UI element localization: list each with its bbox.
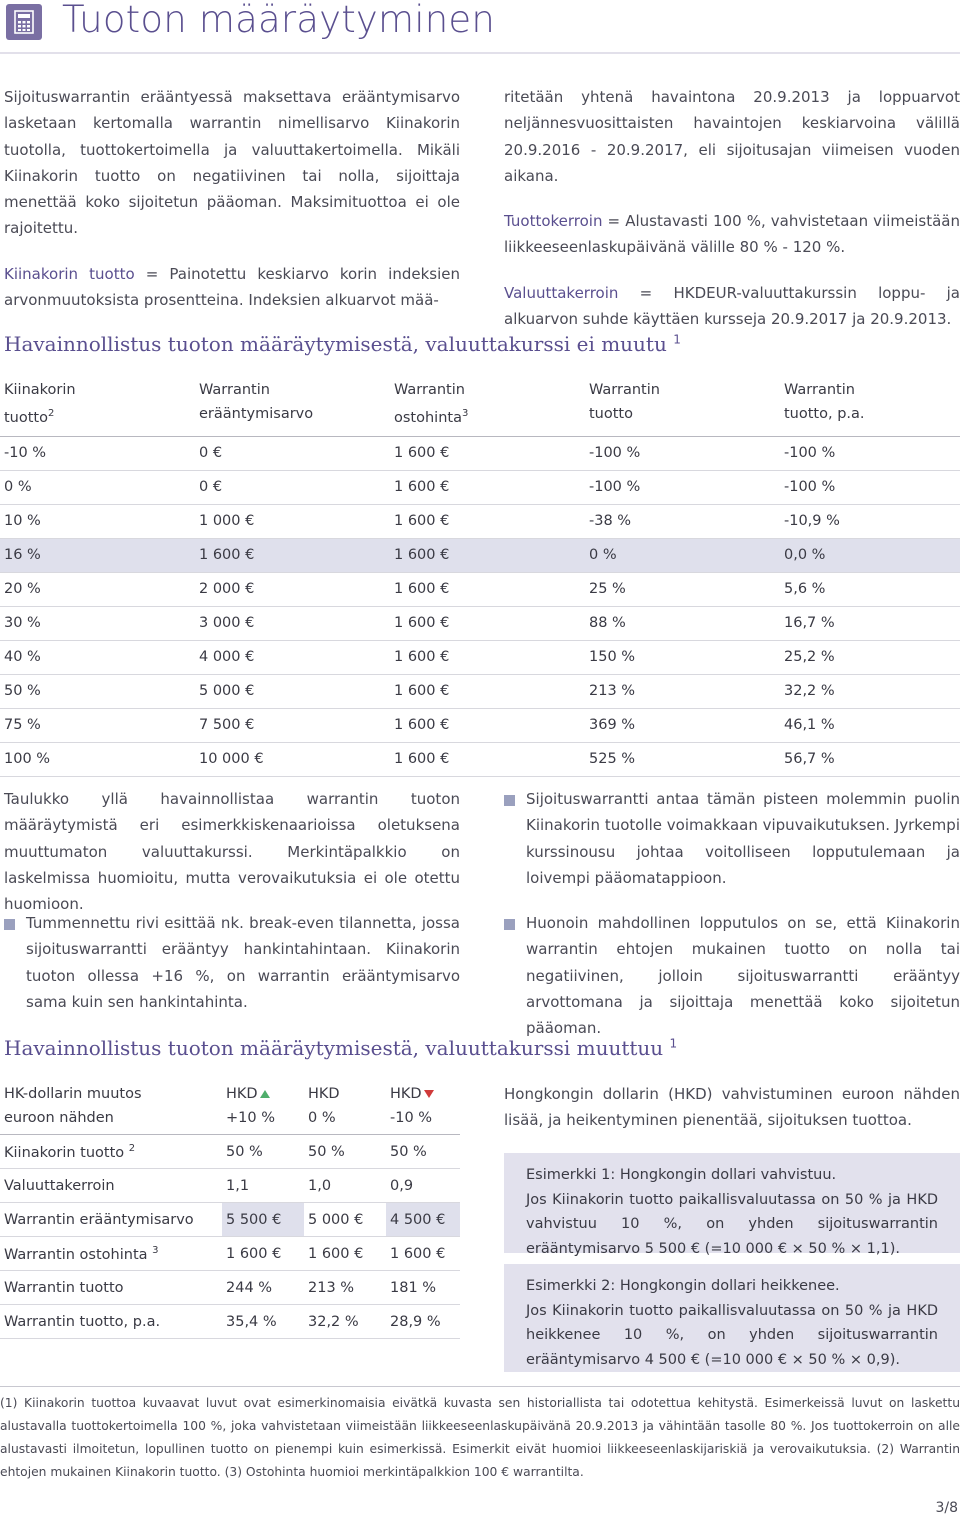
table-cell: -100 %	[780, 470, 960, 504]
table-cell: 32,2 %	[304, 1305, 386, 1339]
table-cell: 5 000 €	[304, 1203, 386, 1237]
term-kiinakorin-tuotto: Kiinakorin tuotto	[4, 264, 135, 283]
table-cell: 20 %	[0, 572, 195, 606]
table-cell: 525 %	[585, 742, 780, 776]
table-cell: 50 %	[0, 674, 195, 708]
table-cell: 28,9 %	[386, 1305, 460, 1339]
row-label-text: Warrantin erääntymisarvo	[4, 1211, 194, 1228]
row-label-text: Kiinakorin tuotto	[4, 1144, 125, 1161]
table-row	[0, 504, 960, 538]
row-label	[0, 1169, 222, 1203]
bullet-marker	[504, 795, 515, 806]
table-cell: 1 600 €	[195, 538, 390, 572]
table-cell: 1 600 €	[222, 1237, 304, 1271]
intro-left-column	[4, 84, 460, 332]
table-cell: 1 600 €	[386, 1237, 460, 1271]
column-header	[0, 376, 195, 436]
table-cell: 1 600 €	[390, 606, 585, 640]
table-cell: -10 %	[0, 436, 195, 470]
table-cell: 25 %	[585, 572, 780, 606]
table-cell: 1 000 €	[195, 504, 390, 538]
column-header	[780, 376, 960, 436]
table-cell: 35,4 %	[222, 1305, 304, 1339]
table-row	[0, 640, 960, 674]
break-even-note: Tummennettu rivi esittää nk. break-even tilannetta, jossa sijoituswarrantti erääntyy hankintahintaan. Kiinakorin tuoton ollessa +16 %, on warrantin erääntymisarvo sama kuin sen hankintahinta.	[26, 914, 460, 1011]
header-line: euroon nähden	[4, 1110, 114, 1126]
table-cell: 1 600 €	[390, 742, 585, 776]
header-line: Kiinakorin	[4, 382, 76, 398]
arrow-up-icon	[260, 1090, 270, 1098]
table-cell: 1,1	[222, 1169, 304, 1203]
header-line: ostohinta	[394, 409, 462, 426]
column-header-hkd-flat	[304, 1080, 386, 1135]
table-cell: 5 500 €	[222, 1203, 304, 1237]
header-line: Warrantin	[589, 382, 660, 398]
table-explanation: Taulukko yllä havainnollistaa warrantin tuoton määräytymistä eri esimerkkiskenaarioissa oletuksena muuttumaton valuuttakurssi. Merkintäpalkkio on laskelmissa huomioitu, mutta verovaikutuksia ei ole otettu huomioon.	[4, 790, 460, 914]
table-row	[0, 572, 960, 606]
table-cell: 10 000 €	[195, 742, 390, 776]
header-line: 0 %	[308, 1110, 336, 1126]
table-cell: 1 600 €	[390, 708, 585, 742]
table-row	[0, 1237, 460, 1271]
table-cell: -38 %	[585, 504, 780, 538]
footnote-ref: 3	[152, 1244, 159, 1256]
table-cell: 213 %	[304, 1271, 386, 1305]
worst-case-note: Huonoin mahdollinen lopputulos on se, että Kiinakorin warrantin ehtojen mukainen tuotto on nolla tai negatiivinen, jolloin sijoituswarrantti erääntyy arvottomana ja sijoittaja menettää koko sijoitetun pääoman.	[526, 914, 960, 1038]
table-cell: 0,0 %	[780, 538, 960, 572]
term-definition: = Painotettu keskiarvo korin indeksien arvonmuutoksista prosentteina. Indeksien alkuarvot mää-	[4, 264, 460, 310]
footnote-ref: 3	[461, 408, 469, 419]
intro-paragraph-5	[504, 280, 960, 333]
term-definition: = HKDEUR-valuuttakurssin loppu- ja alkuarvon suhde käyttäen kursseja 20.9.2017 ja 20.9.2013.	[504, 283, 960, 329]
intro-paragraph-3: ritetään yhtenä havaintona 20.9.2013 ja loppuarvot neljännesvuosittaisten havaintojen keskiarvoina välillä 20.9.2016 - 20.9.2017, eli sijoitusajan viimeisen vuoden aikana.	[504, 88, 960, 185]
header-line: HK-dollarin muutos	[4, 1086, 142, 1102]
example-2-box	[504, 1264, 960, 1372]
section-2-title	[4, 1036, 677, 1060]
page-title: Tuoton määräytyminen	[62, 0, 495, 41]
row-label	[0, 1237, 222, 1271]
table-cell: 369 %	[585, 708, 780, 742]
row-label	[0, 1203, 222, 1237]
row-label	[0, 1305, 222, 1339]
footnotes: (1) Kiinakorin tuottoa kuvaavat luvut ovat esimerkinomaisia eivätkä kuvasta sen historiallista tai odotettua kehitystä. Esimerkeissä luvut on laskettu alustavalla tuottokertoimella 100 %, joka vahvistetaan viimeistään liikkeeseenlaskupäivänä 20.9.2013 ja vähintään tasolle 80 %. Jos tuottokerroin on alle alustavasti ilmoitetun, lopullinen tuotto on pienempi kuin esimerkissä. Esimerkit eivät huomioi liikkeeseenlaskijariskiä ja verovaikutuksia. (2) Warrantin ehtojen mukainen Kiinakorin tuotto. (3) Ostohinta huomioi merkintäpalkkion 100 € warrantilta.	[0, 1396, 960, 1479]
section-2-title-text: Havainnollistus tuoton määräytymisestä, valuuttakurssi muuttuu	[4, 1036, 664, 1060]
section-1-title-text: Havainnollistus tuoton määräytymisestä, valuuttakurssi ei muutu	[4, 332, 667, 356]
table-cell: -100 %	[585, 436, 780, 470]
row-label-text: Warrantin tuotto	[4, 1279, 124, 1296]
returns-table-constant-fx	[0, 376, 960, 777]
table-cell: 150 %	[585, 640, 780, 674]
header-line: erääntymisarvo	[199, 406, 314, 422]
column-header	[390, 376, 585, 436]
table-cell: 0 %	[0, 470, 195, 504]
table-row	[0, 1169, 460, 1203]
table-cell: 46,1 %	[780, 708, 960, 742]
calculator-icon	[6, 4, 42, 40]
table-cell: 1 600 €	[390, 538, 585, 572]
table-row	[0, 606, 960, 640]
table-cell: 213 %	[585, 674, 780, 708]
table-cell: 30 %	[0, 606, 195, 640]
table-cell: 4 500 €	[386, 1203, 460, 1237]
table-row	[0, 1271, 460, 1305]
term-definition: = Alustavasti 100 %, vahvistetaan viimeistään liikkeeseenlaskupäivänä välille 80 % - 120 %.	[504, 212, 960, 257]
column-header-hkd-up	[222, 1080, 304, 1135]
leverage-note: Sijoituswarrantti antaa tämän pisteen molemmin puolin Kiinakorin tuotolle voimakkaan vipuvaikutuksen. Jyrkempi kurssinousu johtaa voitolliseen lopputulemaan ja loivempi pääomatappioon.	[526, 790, 960, 887]
page-number: 3/8	[935, 1500, 958, 1516]
table-cell: 100 %	[0, 742, 195, 776]
intro-paragraph-1: Sijoituswarrantin erääntyessä maksettava erääntymisarvo lasketaan kertomalla warrantin nimellisarvo Kiinakorin tuotolla, tuottokertoimella ja valuuttakertoimella. Mikäli Kiinakorin tuotto on negatiivinen tai nolla, sijoittaja menettää koko sijoitetun pääoman. Maksimituottoa ei ole rajoitettu.	[4, 88, 460, 238]
column-header-hkd-down	[386, 1080, 460, 1135]
table-cell: -100 %	[585, 470, 780, 504]
table-cell: 4 000 €	[195, 640, 390, 674]
intro-right-column	[504, 84, 960, 351]
table-cell: 40 %	[0, 640, 195, 674]
header-line: tuotto, p.a.	[784, 406, 865, 422]
table-cell: 2 000 €	[195, 572, 390, 606]
row-label	[0, 1135, 222, 1169]
table-cell: 88 %	[585, 606, 780, 640]
table-cell: 1 600 €	[390, 572, 585, 606]
table-row	[0, 708, 960, 742]
table-cell: 25,2 %	[780, 640, 960, 674]
header-line: tuotto	[589, 406, 633, 422]
term-tuottokerroin: Tuottokerroin	[504, 212, 603, 231]
arrow-down-icon	[424, 1090, 434, 1098]
intro-paragraph-4	[504, 208, 960, 261]
table-cell: 16,7 %	[780, 606, 960, 640]
footnote-ref: 2	[48, 408, 55, 419]
footnote-divider	[0, 1386, 960, 1387]
table-cell: 0 %	[585, 538, 780, 572]
table-cell: 5 000 €	[195, 674, 390, 708]
table-row	[0, 674, 960, 708]
row-label-text: Valuuttakerroin	[4, 1177, 115, 1194]
table-cell: 1 600 €	[304, 1237, 386, 1271]
table-cell: -100 %	[780, 436, 960, 470]
table-row	[0, 1305, 460, 1339]
table-row	[0, 1135, 460, 1169]
header-line: Warrantin	[394, 382, 465, 398]
example-2-text: Jos Kiinakorin tuotto paikallisvaluutassa on 50 % ja HKD heikkenee 10 %, on yhden sijoituswarrantin erääntymisarvo 4 500 € (=10 000 € × 50 % × 0,9).	[526, 1302, 938, 1368]
column-header-fx-change	[0, 1080, 222, 1135]
table-row	[0, 742, 960, 776]
table-row	[0, 470, 960, 504]
section-1-title	[4, 332, 681, 356]
table-cell: 32,2 %	[780, 674, 960, 708]
table-cell: 0 €	[195, 436, 390, 470]
fx-explanation: Hongkongin dollarin (HKD) vahvistuminen euroon nähden lisää, ja heikentyminen pienentää, sijoituksen tuottoa.	[504, 1085, 960, 1130]
table-cell: 1 600 €	[390, 470, 585, 504]
header-divider	[0, 52, 960, 54]
table-cell: 75 %	[0, 708, 195, 742]
table-cell: 7 500 €	[195, 708, 390, 742]
table-cell: 0,9	[386, 1169, 460, 1203]
column-header	[585, 376, 780, 436]
row-label-text: Warrantin ostohinta	[4, 1246, 148, 1263]
table-cell: 50 %	[386, 1135, 460, 1169]
table-cell: 1 600 €	[390, 436, 585, 470]
row-label-text: Warrantin tuotto, p.a.	[4, 1313, 161, 1330]
bullet-marker	[4, 919, 15, 930]
header-line: tuotto	[4, 409, 48, 426]
table-cell: 16 %	[0, 538, 195, 572]
table-cell: 5,6 %	[780, 572, 960, 606]
table-cell: 1,0	[304, 1169, 386, 1203]
term-valuuttakerroin: Valuuttakerroin	[504, 283, 619, 302]
header-line: +10 %	[226, 1110, 275, 1126]
header-line: HKD	[308, 1086, 340, 1102]
header-line: HKD	[390, 1086, 422, 1102]
header-line: HKD	[226, 1086, 258, 1102]
header-line: Warrantin	[199, 382, 270, 398]
table-row-break-even	[0, 538, 960, 572]
table-cell: 1 600 €	[390, 640, 585, 674]
table-cell: 1 600 €	[390, 504, 585, 538]
table-cell: 56,7 %	[780, 742, 960, 776]
table-row	[0, 1203, 460, 1237]
footnote-ref: 2	[128, 1142, 136, 1154]
example-1-text: Jos Kiinakorin tuotto paikallisvaluutassa on 50 % ja HKD vahvistuu 10 %, on yhden sijoituswarrantin erääntymisarvo 5 500 € (=10 000 € × 50 % × 1,1).	[526, 1191, 938, 1257]
intro-paragraph-2	[4, 261, 460, 314]
footnote-ref: 1	[673, 332, 681, 347]
table-cell: -10,9 %	[780, 504, 960, 538]
example-1-title: Esimerkki 1: Hongkongin dollari vahvistuu.	[526, 1167, 837, 1183]
bullet-marker	[504, 919, 515, 930]
example-1-box	[504, 1153, 960, 1257]
table-cell: 181 %	[386, 1271, 460, 1305]
header-line: -10 %	[390, 1110, 433, 1126]
header-line: Warrantin	[784, 382, 855, 398]
table-cell: 0 €	[195, 470, 390, 504]
table-cell: 244 %	[222, 1271, 304, 1305]
returns-table-fx-change	[0, 1080, 460, 1339]
example-2-title: Esimerkki 2: Hongkongin dollari heikkenee.	[526, 1278, 840, 1294]
table-header-row	[0, 376, 960, 436]
footnote-ref: 1	[669, 1036, 678, 1051]
table-cell: 50 %	[304, 1135, 386, 1169]
table-cell: 1 600 €	[390, 674, 585, 708]
table-cell: 50 %	[222, 1135, 304, 1169]
row-label	[0, 1271, 222, 1305]
table-header-row	[0, 1080, 460, 1135]
table-cell: 3 000 €	[195, 606, 390, 640]
table-row	[0, 436, 960, 470]
table-cell: 10 %	[0, 504, 195, 538]
column-header	[195, 376, 390, 436]
